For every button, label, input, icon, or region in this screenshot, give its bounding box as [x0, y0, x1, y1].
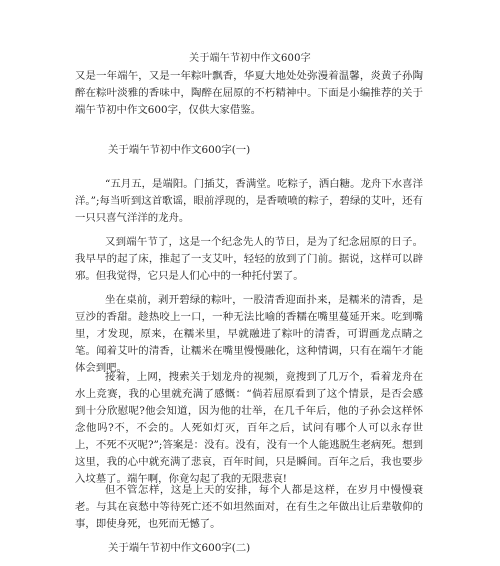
body-paragraph-5: 但不管怎样，这是上天的安排，每个人都是这样，在岁月中慢慢衰老。与其在哀愁中等待死亡还不如坦然面对，在有生之年做出让后辈敬仰的事，即使身死，也死而无憾了。 [75, 484, 423, 530]
section-heading-2: 关于端午节初中作文600字(二) [108, 542, 251, 554]
section-heading-1: 关于端午节初中作文600字(一) [108, 144, 251, 156]
body-paragraph-2: 又到端午节了，这是一个纪念先人的节日，是为了纪念屈原的日子。我早早的起了床，推起了一支艾叶，轻轻的放到了门前。据说，这样可以辟邪。但我觉得，它只是人们心中的一种托付罢了。 [75, 236, 423, 282]
body-paragraph-4: 接着，上网，搜索关于划龙舟的视频，竟搜到了几万个，看着龙舟在水上竞赛，我的心里就充满了感慨：“倘若屈原看到了这个情景，是否会感到十分欣慰呢?他会知道，因为他的壮举，在几千年后，他的子孙会这样怀念他吗?不，不会的。人死如灯灭，百年之后，试问有哪个人可以永存世上，不死不灭呢?”;答案是：没有。没有，没有一个人能逃脱生老病死。想到这里，我的心中就充满了悲哀，百年时间，只是瞬间。百年之后，我也要步入坟墓了。端午啊，你竟勾起了我的无限悲哀! [75, 371, 423, 485]
document-title: 关于端午节初中作文600字 [189, 53, 311, 64]
intro-paragraph: 又是一年端午，又是一年粽叶飘香，华夏大地处处弥漫着温馨，炎黄子孙陶醉在粽叶淡雅的香味中，陶醉在屈原的不朽精神中。下面是小编推荐的关于端午节初中作文600字，仅供大家借鉴。 [75, 70, 423, 116]
body-paragraph-1: “五月五，是端阳。门插艾，香满堂。吃粽子，洒白糖。龙舟下水喜洋洋。”;每当听到这首歌谣，眼前浮现的，是香喷喷的粽子，碧绿的艾叶，还有一只只喜气洋洋的龙舟。 [75, 178, 423, 224]
body-paragraph-3: 坐在桌前，剥开碧绿的粽叶，一股清香迎面扑来，是糯米的清香，是豆沙的香甜。趁热咬上一口，一种无法比喻的香糯在嘴里蔓延开来。吃到嘴里，才发现，原来，在糯米里，早就融进了粽叶的清香，可谓画龙点睛之笔。闻着艾叶的清香，让糯米在嘴里慢慢融化，这种情调，只有在端午才能体会到吧。 [75, 294, 423, 374]
